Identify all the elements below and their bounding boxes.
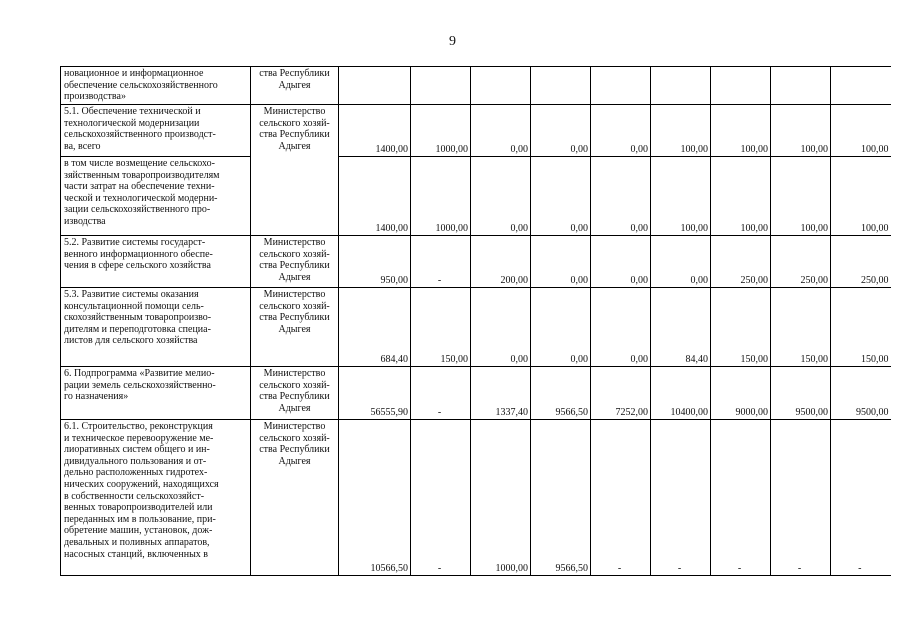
row-executor xyxy=(251,157,339,236)
row-executor: ства Республики Адыгея xyxy=(251,67,339,105)
row-description: 6. Подпрограмма «Развитие мелио- рации земель сельскохозяйственно- го назначения» xyxy=(61,367,251,420)
value-cell: 100,00 xyxy=(771,157,831,236)
value-cell: - xyxy=(411,367,471,420)
value-cell: 0,00 xyxy=(591,236,651,288)
row-executor: Министерство сельского хозяй- ства Республики Адыгея xyxy=(251,236,339,288)
value-cell: - xyxy=(831,420,891,576)
table-row xyxy=(61,236,891,288)
value-cell: 0,00 xyxy=(471,105,531,157)
value-cell: 1000,00 xyxy=(411,105,471,157)
value-cell: - xyxy=(651,420,711,576)
value-cell: 0,00 xyxy=(471,288,531,367)
value-cell: 9566,50 xyxy=(531,420,591,576)
value-cell: - xyxy=(771,420,831,576)
row-executor: Министерство сельского хозяй- ства Республики Адыгея xyxy=(251,367,339,420)
value-cell: 100,00 xyxy=(651,157,711,236)
row-executor: Министерство сельского хозяй- ства Республики Адыгея xyxy=(251,288,339,367)
row-executor: Министерство сельского хозяй- ства Республики Адыгея xyxy=(251,105,339,157)
row-description: 5.3. Развитие системы оказания консультационной помощи сель- скохозяйственным товаропроизво- дителям и переподготовка специа- листов для сельского хозяйства xyxy=(61,288,251,367)
value-cell xyxy=(531,67,591,105)
value-cell: 150,00 xyxy=(771,288,831,367)
value-cell: 0,00 xyxy=(471,157,531,236)
table-row xyxy=(61,67,891,105)
value-cell: 684,40 xyxy=(339,288,411,367)
table-row xyxy=(61,157,891,236)
value-cell xyxy=(411,67,471,105)
value-cell: 10400,00 xyxy=(651,367,711,420)
value-cell: 0,00 xyxy=(591,157,651,236)
row-executor: Министерство сельского хозяй- ства Республики Адыгея xyxy=(251,420,339,576)
value-cell: 1400,00 xyxy=(339,105,411,157)
value-cell: 100,00 xyxy=(771,105,831,157)
value-cell: 10566,50 xyxy=(339,420,411,576)
value-cell: 100,00 xyxy=(711,105,771,157)
value-cell: - xyxy=(411,420,471,576)
value-cell: 1000,00 xyxy=(411,157,471,236)
value-cell: 0,00 xyxy=(531,288,591,367)
value-cell: 0,00 xyxy=(531,157,591,236)
row-description: 6.1. Строительство, реконструкция и техническое перевооружение ме- лиоративных систем общего и ин- дивидуального пользования и от- дельно расположенных гидротех- нических сооружений, находящихся в собственности сельскохозяйст- венных товаропроизводителей или переданных им в пользование, при- обретение машин, установок, дож- девальных и поливных аппаратов, насосных станций, включенных в xyxy=(61,420,251,576)
value-cell: - xyxy=(711,420,771,576)
value-cell: 0,00 xyxy=(591,105,651,157)
value-cell: 1400,00 xyxy=(339,157,411,236)
value-cell: 250,00 xyxy=(771,236,831,288)
value-cell: 150,00 xyxy=(711,288,771,367)
value-cell: 100,00 xyxy=(711,157,771,236)
value-cell: 250,00 xyxy=(831,236,891,288)
value-cell xyxy=(471,67,531,105)
value-cell: 100,00 xyxy=(831,157,891,236)
row-description: 5.1. Обеспечение технической и технологической модернизации сельскохозяйственного производст- ва, всего xyxy=(61,105,251,157)
value-cell: 9500,00 xyxy=(771,367,831,420)
value-cell: 84,40 xyxy=(651,288,711,367)
value-cell: - xyxy=(591,420,651,576)
value-cell xyxy=(771,67,831,105)
value-cell xyxy=(711,67,771,105)
table-row xyxy=(61,420,891,576)
value-cell: 0,00 xyxy=(531,105,591,157)
value-cell: 100,00 xyxy=(651,105,711,157)
row-description: новационное и информационное обеспечение сельскохозяйственного производства» xyxy=(61,67,251,105)
value-cell: 9000,00 xyxy=(711,367,771,420)
table-row xyxy=(61,367,891,420)
value-cell: 100,00 xyxy=(831,105,891,157)
table-row xyxy=(61,288,891,367)
value-cell: 1000,00 xyxy=(471,420,531,576)
row-description: в том числе возмещение сельскохо- зяйственным товаропроизводителям части затрат на обеспечение техни- ческой и технологической модерни- зации сельскохозяйственного про- изводства xyxy=(61,157,251,236)
value-cell: - xyxy=(411,236,471,288)
value-cell: 0,00 xyxy=(531,236,591,288)
value-cell xyxy=(591,67,651,105)
value-cell xyxy=(651,67,711,105)
table-row xyxy=(61,105,891,157)
value-cell: 200,00 xyxy=(471,236,531,288)
value-cell xyxy=(339,67,411,105)
value-cell: 7252,00 xyxy=(591,367,651,420)
page-number: 9 xyxy=(449,34,456,49)
row-description: 5.2. Развитие системы государст- венного информационного обеспе- чения в сфере сельского хозяйства xyxy=(61,236,251,288)
value-cell: 1337,40 xyxy=(471,367,531,420)
value-cell: 9566,50 xyxy=(531,367,591,420)
value-cell: 9500,00 xyxy=(831,367,891,420)
value-cell xyxy=(831,67,891,105)
value-cell: 150,00 xyxy=(831,288,891,367)
budget-table xyxy=(60,66,891,576)
value-cell: 56555,90 xyxy=(339,367,411,420)
value-cell: 0,00 xyxy=(591,288,651,367)
value-cell: 250,00 xyxy=(711,236,771,288)
value-cell: 0,00 xyxy=(651,236,711,288)
value-cell: 150,00 xyxy=(411,288,471,367)
value-cell: 950,00 xyxy=(339,236,411,288)
